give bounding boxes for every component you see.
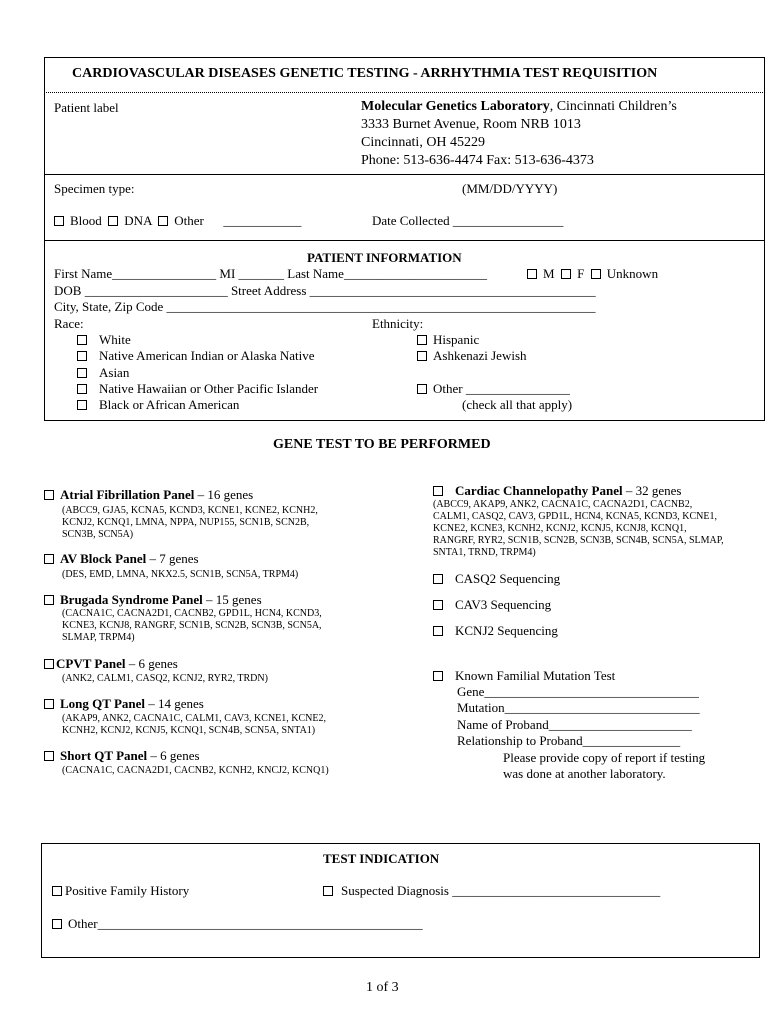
race-native-american (77, 348, 315, 364)
panel-checkbox[interactable] (44, 595, 54, 605)
panel-checkbox[interactable] (44, 699, 54, 709)
familial-note-2: was done at another laboratory. (503, 766, 666, 781)
race-checkbox[interactable] (77, 400, 87, 410)
race-option-label: White (99, 332, 131, 347)
indication-suspected (323, 883, 660, 899)
race-label: Race: (54, 316, 84, 331)
panel-count: – 16 genes (194, 487, 254, 502)
familial-mutation-field[interactable]: Mutation______________________________ (457, 700, 700, 715)
blood-label: Blood (70, 213, 102, 228)
panel-name: Long QT Panel (60, 696, 146, 711)
panel-genes: (DES, EMD, LMNA, NKX2.5, SCN1B, SCN5A, TRPM4) (62, 569, 299, 580)
city-state-zip-field[interactable]: City, State, Zip Code __________________________________________________________________ (54, 299, 596, 314)
cav3-checkbox[interactable] (433, 600, 443, 610)
panel-atrial-fibrillation (44, 487, 253, 503)
other-specimen-checkbox[interactable] (158, 216, 168, 226)
lab-address2: Cincinnati, OH 45229 (361, 135, 486, 150)
lab-name (361, 99, 677, 115)
race-option-label: Native Hawaiian or Other Pacific Islander (99, 381, 319, 396)
dob-address-fields[interactable]: DOB ______________________ Street Address ____________________________________________ (54, 283, 596, 298)
race-checkbox[interactable] (77, 384, 87, 394)
suspected-checkbox[interactable] (323, 886, 333, 896)
lab-address1: 3333 Burnet Avenue, Room NRB 1013 (361, 117, 581, 132)
panel-genes: (CACNA1C, CACNA2D1, CACNB2, GPD1L, HCN4, KCND3, KCNE3, KCNJ8, RANGRF, SCN1B, SCN2B, SCN3B, SCN5A, SLMAP, TRPM4) (62, 608, 322, 643)
kcnj2-label: KCNJ2 Sequencing (455, 623, 558, 638)
blood-checkbox[interactable] (54, 216, 64, 226)
panel-brugada (44, 592, 262, 608)
familial-gene-field[interactable]: Gene_________________________________ (457, 684, 699, 699)
panel-name: Brugada Syndrome Panel (60, 592, 203, 607)
panel-genes: (AKAP9, ANK2, CACNA1C, CALM1, CAV3, KCNE1, KCNE2, KCNH2, KCNJ2, KCNJ5, KCNQ1, SCN4B, SCN5A, SNTA1) (62, 713, 327, 736)
indication-other-checkbox[interactable] (52, 919, 62, 929)
race-checkbox[interactable] (77, 351, 87, 361)
panel-count: – 14 genes (145, 696, 204, 711)
hispanic-label: Hispanic (433, 332, 480, 347)
panel-checkbox[interactable] (44, 751, 54, 761)
other-specimen-field[interactable]: ____________ (223, 213, 302, 228)
cardiac-checkbox[interactable] (433, 486, 443, 496)
date-format: (MM/DD/YYYY) (462, 181, 558, 196)
cardiac-genes: (ABCC9, AKAP9, ANK2, CACNA1C, CACNA2D1, CACNB2, CALM1, CASQ2, CAV3, GPD1L, HCN4, KCNA5, KCND3, KCNE1, KCNE2, KCNE3, KCNH2, KCNJ2, KCNJ5, KCNJ8, KCNQ1, RANGRF, RYR2, SCN1B, SCN2B, SCN3B, SCN4B, SCN5A, SLMAP, SNTA1, TRND, TRPM4) (433, 499, 724, 558)
race-option-label: Native American Indian or Alaska Native (99, 348, 315, 363)
date-collected-field[interactable]: Date Collected _________________ (372, 213, 564, 228)
panel-cardiac-channelopathy (433, 483, 681, 499)
test-indication-heading: TEST INDICATION (323, 851, 440, 866)
sex-m-label: M (543, 266, 555, 281)
panel-name: Atrial Fibrillation Panel (60, 487, 195, 502)
familial-relationship-field[interactable]: Relationship to Proband_______________ (457, 733, 681, 748)
race-option-label: Asian (99, 365, 130, 380)
panel-genes: (ABCC9, GJA5, KCNA5, KCND3, KCNE1, KCNE2, KCNH2, KCNJ2, KCNQ1, LMNA, NPPA, NUP155, SCN1B, SCN2B, SCN3B, SCN5A) (62, 505, 318, 540)
patient-label: Patient label (54, 100, 119, 115)
familial-title: Known Familial Mutation Test (455, 668, 616, 683)
name-fields[interactable]: First Name________________ MI _______ Last Name______________________ (54, 266, 487, 281)
race-asian (77, 365, 129, 381)
panel-av-block (44, 551, 199, 567)
family-history-checkbox[interactable] (52, 886, 62, 896)
panel-count: – 6 genes (147, 748, 200, 763)
casq2-label: CASQ2 Sequencing (455, 571, 561, 586)
familial-checkbox[interactable] (433, 671, 443, 681)
ashkenazi-label: Ashkenazi Jewish (433, 348, 527, 363)
panel-long-qt (44, 696, 204, 712)
gene-test-heading: GENE TEST TO BE PERFORMED (273, 437, 491, 452)
lab-name-bold: Molecular Genetics Laboratory (361, 99, 550, 114)
patient-info-heading: PATIENT INFORMATION (307, 250, 462, 265)
page-number: 1 of 3 (366, 980, 399, 995)
lab-phone: Phone: 513-636-4474 Fax: 513-636-4373 (361, 153, 594, 168)
sex-f-label: F (577, 266, 585, 281)
ethnicity-other (417, 381, 570, 397)
panel-count: – 15 genes (202, 592, 262, 607)
dna-label: DNA (124, 213, 152, 228)
sex-m-checkbox[interactable] (527, 269, 537, 279)
lab-name-suffix: , Cincinnati Children’s (549, 99, 677, 114)
ethnicity-hispanic (417, 332, 479, 348)
ethnicity-label: Ethnicity: (372, 316, 424, 331)
panel-name: CPVT Panel (56, 656, 126, 671)
indication-other (52, 916, 423, 932)
divider (44, 92, 765, 93)
indication-family-history (52, 883, 189, 899)
casq2-checkbox[interactable] (433, 574, 443, 584)
sex-unknown-label: Unknown (606, 266, 659, 281)
panel-checkbox[interactable] (44, 659, 54, 669)
casq2-sequencing (433, 571, 560, 587)
hispanic-checkbox[interactable] (417, 335, 427, 345)
panel-cpvt (44, 656, 178, 672)
panel-genes: (ANK2, CALM1, CASQ2, KCNJ2, RYR2, TRDN) (62, 673, 268, 684)
familial-mutation-test (433, 668, 615, 684)
race-checkbox[interactable] (77, 335, 87, 345)
race-option-label: Black or African American (99, 397, 240, 412)
race-white (77, 332, 131, 348)
familial-proband-field[interactable]: Name of Proband______________________ (457, 717, 692, 732)
sex-unknown-checkbox[interactable] (591, 269, 601, 279)
panel-genes: (CACNA1C, CACNA2D1, CACNB2, KCNH2, KNCJ2, KCNQ1) (62, 765, 329, 776)
ethnicity-ashkenazi (417, 348, 527, 364)
panel-count: – 7 genes (146, 551, 199, 566)
panel-checkbox[interactable] (44, 554, 54, 564)
sex-f-checkbox[interactable] (561, 269, 571, 279)
race-black (77, 397, 239, 413)
ethnicity-other-checkbox[interactable] (417, 384, 427, 394)
familial-note-1: Please provide copy of report if testing (503, 750, 706, 765)
indication-other-field[interactable]: Other__________________________________________________ (68, 916, 423, 931)
form-title: CARDIOVASCULAR DISEASES GENETIC TESTING - ARRHYTHMIA TEST REQUISITION (72, 66, 658, 81)
ashkenazi-checkbox[interactable] (417, 351, 427, 361)
cav3-sequencing (433, 597, 551, 613)
panel-checkbox[interactable] (44, 490, 54, 500)
cav3-label: CAV3 Sequencing (455, 597, 552, 612)
specimen-options (54, 213, 301, 229)
cardiac-count: – 32 genes (622, 483, 682, 498)
specimen-label: Specimen type: (54, 181, 135, 196)
divider (44, 240, 765, 241)
other-specimen-label: Other (174, 213, 204, 228)
ethnicity-other-label[interactable]: Other ________________ (433, 381, 570, 396)
divider (44, 174, 765, 175)
kcnj2-checkbox[interactable] (433, 626, 443, 636)
kcnj2-sequencing (433, 623, 558, 639)
cardiac-name: Cardiac Channelopathy Panel (455, 483, 623, 498)
check-all-note: (check all that apply) (462, 397, 573, 412)
race-checkbox[interactable] (77, 368, 87, 378)
sex-options (527, 266, 658, 282)
family-history-label: Positive Family History (65, 883, 190, 898)
panel-name: AV Block Panel (60, 551, 147, 566)
panel-count: – 6 genes (125, 656, 178, 671)
panel-name: Short QT Panel (60, 748, 148, 763)
panel-short-qt (44, 748, 200, 764)
suspected-field[interactable]: Suspected Diagnosis ________________________________ (341, 883, 661, 898)
dna-checkbox[interactable] (108, 216, 118, 226)
race-pacific-islander (77, 381, 318, 397)
